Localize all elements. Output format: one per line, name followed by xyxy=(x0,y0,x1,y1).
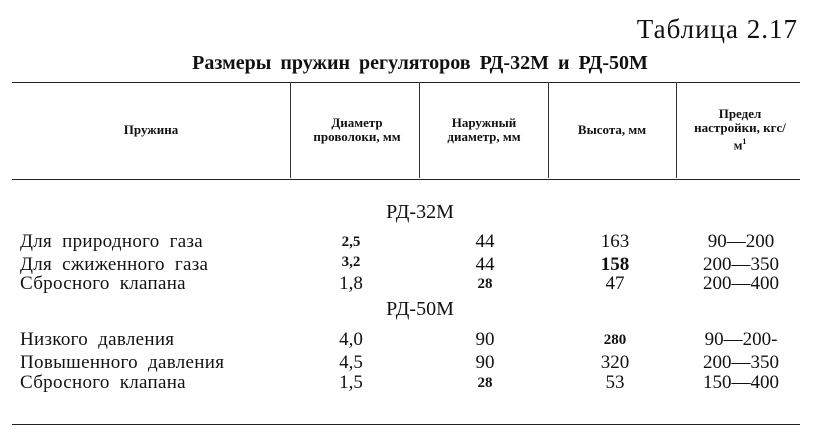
column-divider xyxy=(676,82,677,178)
cell-setting-limit: 200—350 xyxy=(703,352,779,373)
cell-height: 280 xyxy=(603,332,627,348)
cell-outer-diameter: 28 xyxy=(477,375,493,391)
header-spring: Пружина xyxy=(123,122,179,137)
cell-setting-limit: 150—400 xyxy=(703,372,779,393)
section-heading-rd32m: РД-32М xyxy=(386,201,454,223)
cell-wire-diameter: 4,0 xyxy=(339,329,363,350)
cell-outer-diameter: 28 xyxy=(477,276,493,292)
cell-setting-limit: 90—200 xyxy=(707,231,775,252)
cell-setting-limit: 200—350 xyxy=(703,254,779,275)
cell-wire-diameter: 1,5 xyxy=(339,372,363,393)
cell-outer-diameter: 90 xyxy=(475,329,495,350)
cell-setting-limit: 90—200- xyxy=(704,329,778,350)
column-divider xyxy=(419,82,420,178)
header-setting-limit: Предел настройки, кгс/$м^1$ xyxy=(694,106,786,153)
section-heading-rd50m: РД-50М xyxy=(386,298,454,320)
cell-height: 320 xyxy=(600,352,630,373)
cell-wire-diameter: 2,5 xyxy=(341,234,361,250)
cell-height: 163 xyxy=(600,231,630,252)
cell-outer-diameter: 44 xyxy=(475,231,495,252)
row-label: Повышенного давления xyxy=(20,352,225,373)
row-label: Для сжиженного газа xyxy=(20,254,209,275)
header-wire-diameter: Диаметр проволоки, мм xyxy=(313,115,401,144)
column-divider xyxy=(548,82,549,178)
cell-wire-diameter: 1,8 xyxy=(339,273,363,294)
cell-outer-diameter: 44 xyxy=(475,254,495,275)
header-bottom-rule xyxy=(12,179,800,180)
row-label: Для природного газа xyxy=(20,231,203,252)
cell-height: 158 xyxy=(600,254,630,275)
row-label: Сбросного клапана xyxy=(20,273,186,294)
table-title: Размеры пружин регуляторов РД-32М и РД-50М xyxy=(192,52,648,74)
cell-setting-limit: 200—400 xyxy=(703,273,779,294)
cell-outer-diameter: 90 xyxy=(475,352,495,373)
cell-height: 47 xyxy=(605,273,625,294)
column-divider xyxy=(290,82,291,178)
row-label: Сбросного клапана xyxy=(20,372,186,393)
table-number: Таблица 2.17 xyxy=(636,14,798,44)
row-label: Низкого давления xyxy=(20,329,175,350)
cell-wire-diameter: 3,2 xyxy=(341,254,361,270)
header-outer-diameter: Наружный диаметр, мм xyxy=(447,115,521,144)
cell-wire-diameter: 4,5 xyxy=(339,352,363,373)
cell-height: 53 xyxy=(605,372,625,393)
bottom-rule xyxy=(12,424,800,425)
header-height: Высота, мм xyxy=(577,122,647,137)
